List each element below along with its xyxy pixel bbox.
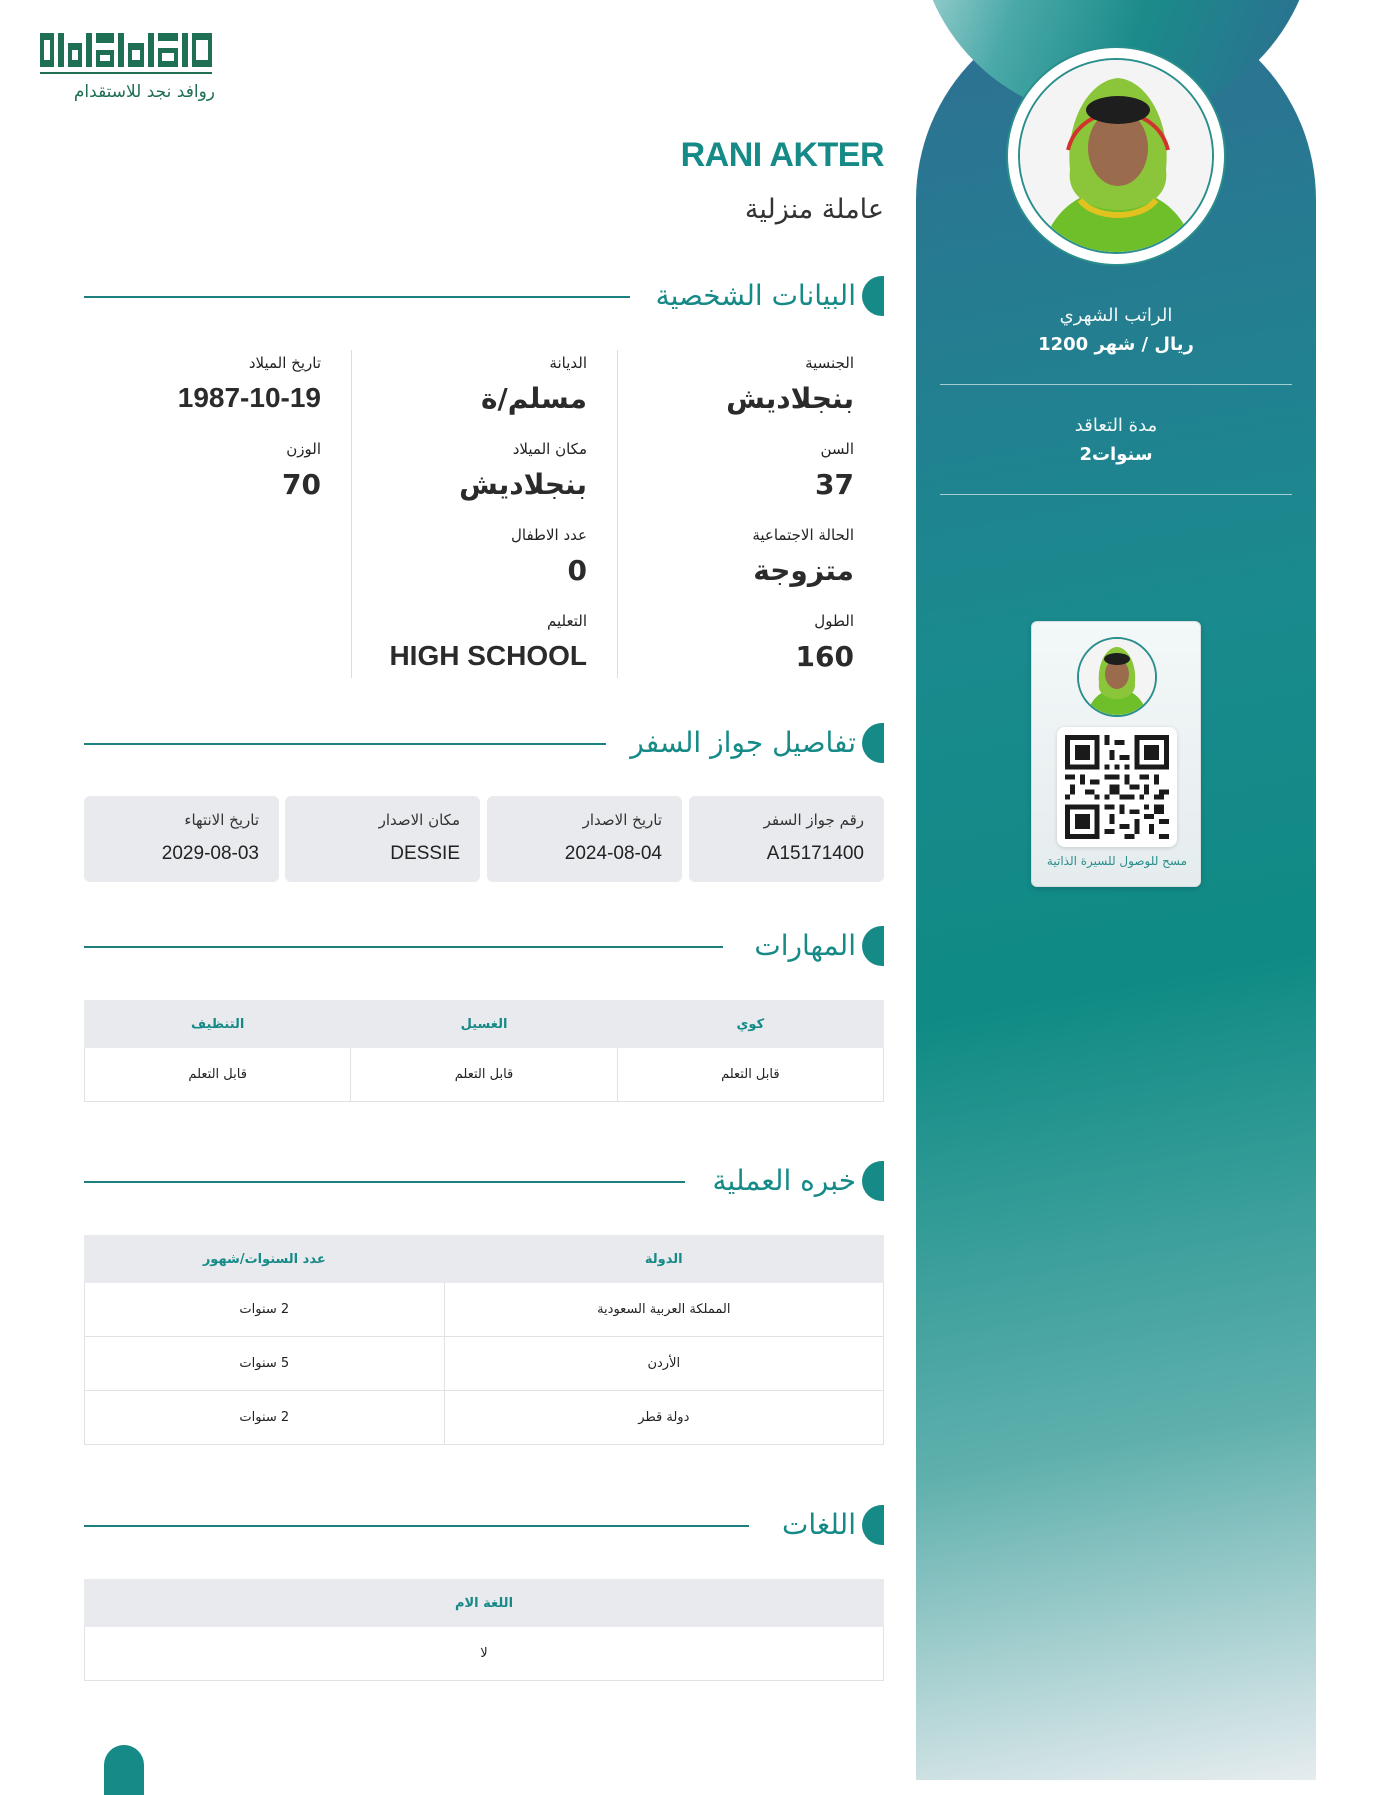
table-row <box>85 1048 884 1102</box>
passport-expiry-card <box>84 796 279 882</box>
table-header-cell: اللغة الام <box>85 1580 884 1627</box>
section-marker <box>862 1161 884 1201</box>
field-birth-date <box>178 350 321 436</box>
salary-block <box>940 305 1292 355</box>
personal-info-grid <box>84 350 884 678</box>
skills-table <box>84 1000 884 1102</box>
section-header-passport <box>84 723 884 763</box>
qr-code[interactable] <box>1057 727 1177 847</box>
field-label: تاريخ الانتهاء <box>184 811 259 829</box>
field-weight <box>282 436 321 522</box>
field-label: رقم جواز السفر <box>763 811 864 829</box>
field-label: مكان الاصدار <box>378 811 460 829</box>
section-divider <box>84 1181 685 1183</box>
table-cell: قابل التعلم <box>85 1048 351 1102</box>
field-value: 70 <box>282 468 321 501</box>
section-divider <box>84 296 630 298</box>
section-marker <box>862 723 884 763</box>
field-age <box>815 436 854 522</box>
qr-card[interactable] <box>1031 621 1201 887</box>
table-cell: لا <box>85 1627 884 1681</box>
section-title: البيانات الشخصية <box>655 279 856 312</box>
table-cell: 2 سنوات <box>85 1391 445 1445</box>
contract-block <box>940 415 1292 465</box>
field-value: مسلم/ة <box>481 382 587 415</box>
salary-label: الراتب الشهري <box>1059 305 1173 326</box>
section-header-personal <box>84 276 884 316</box>
field-value: 0 <box>567 554 587 587</box>
personal-column <box>352 350 618 678</box>
section-marker <box>862 1505 884 1545</box>
section-header-skills <box>84 926 884 966</box>
table-header-cell: عدد السنوات/شهور <box>85 1236 445 1283</box>
profile-photo <box>1018 58 1214 254</box>
page-footer-tab <box>104 1745 144 1795</box>
field-value: 37 <box>815 468 854 501</box>
profile-photo-frame <box>1006 46 1226 266</box>
table-cell: 5 سنوات <box>85 1337 445 1391</box>
qr-caption: مسح للوصول للسيرة الذاتية <box>1046 854 1188 868</box>
field-children <box>511 522 587 608</box>
field-label: السن <box>820 440 854 458</box>
qr-avatar <box>1077 637 1157 717</box>
table-row <box>85 1627 884 1681</box>
section-divider <box>84 946 723 948</box>
passport-issue-place-card <box>285 796 480 882</box>
languages-table <box>84 1579 884 1681</box>
salary-value: 1200 ريال / شهر <box>1038 334 1194 355</box>
field-birth-place <box>459 436 587 522</box>
field-value: 2024-08-04 <box>564 843 662 864</box>
field-value: DESSIE <box>390 843 460 864</box>
table-row <box>85 1283 884 1337</box>
worker-name: RANI AKTER <box>680 136 884 174</box>
field-value: 160 <box>795 640 854 673</box>
table-header-row <box>85 1580 884 1627</box>
logo-caption: روافد نجد للاستقدام <box>73 82 215 102</box>
experience-table <box>84 1235 884 1445</box>
field-marital-status <box>752 522 854 608</box>
field-value: بنجلاديش <box>459 468 587 501</box>
field-label: الطول <box>814 612 854 630</box>
table-header-row <box>85 1001 884 1048</box>
table-header-cell: الغسيل <box>351 1001 617 1048</box>
field-height <box>796 608 854 694</box>
field-value: بنجلاديش <box>726 382 854 415</box>
field-label: مكان الميلاد <box>512 440 587 458</box>
field-label: الجنسية <box>805 354 854 372</box>
section-marker <box>862 926 884 966</box>
sidebar-divider <box>940 384 1292 385</box>
contract-value: 2سنوات <box>1079 444 1153 465</box>
section-title: خبره العملية <box>712 1164 856 1197</box>
table-cell: قابل التعلم <box>351 1048 617 1102</box>
field-label: عدد الاطفال <box>511 526 587 544</box>
field-value: HIGH SCHOOL <box>389 640 587 671</box>
field-label: تاريخ الاصدار <box>582 811 662 829</box>
field-label: الحالة الاجتماعية <box>752 526 854 544</box>
field-label: الديانة <box>549 354 587 372</box>
table-row <box>85 1391 884 1445</box>
field-value: 1987-10-19 <box>177 382 321 413</box>
table-cell: دولة قطر <box>444 1391 883 1445</box>
personal-column <box>618 350 884 678</box>
worker-role: عاملة منزلية <box>744 194 884 225</box>
table-cell: قابل التعلم <box>617 1048 883 1102</box>
field-education <box>389 608 587 694</box>
sidebar-divider <box>940 494 1292 495</box>
contract-label: مدة التعاقد <box>1074 415 1158 436</box>
table-header-cell: كوي <box>617 1001 883 1048</box>
field-value: A15171400 <box>766 843 864 864</box>
table-row <box>85 1337 884 1391</box>
table-header-cell: التنظيف <box>85 1001 351 1048</box>
passport-issue-date-card <box>487 796 682 882</box>
table-header-cell: الدولة <box>444 1236 883 1283</box>
field-label: تاريخ الميلاد <box>248 354 321 372</box>
section-title: اللغات <box>782 1508 856 1541</box>
section-header-experience <box>84 1161 884 1201</box>
section-divider <box>84 743 606 745</box>
section-header-languages <box>84 1505 884 1545</box>
field-nationality <box>726 350 854 436</box>
personal-column <box>86 350 352 678</box>
table-header-row <box>85 1236 884 1283</box>
section-divider <box>84 1525 749 1527</box>
field-label: التعليم <box>547 612 587 630</box>
field-value: متزوجة <box>753 554 854 587</box>
table-cell: المملكة العربية السعودية <box>444 1283 883 1337</box>
section-title: المهارات <box>754 929 856 962</box>
section-title: تفاصيل جواز السفر <box>630 726 856 759</box>
passport-number-card <box>689 796 884 882</box>
table-cell: 2 سنوات <box>85 1283 445 1337</box>
field-label: الوزن <box>286 440 321 458</box>
sidebar-panel <box>916 0 1316 1780</box>
table-cell: الأردن <box>444 1337 883 1391</box>
field-religion <box>481 350 587 436</box>
field-value: 2029-08-03 <box>161 843 259 864</box>
section-marker <box>862 276 884 316</box>
